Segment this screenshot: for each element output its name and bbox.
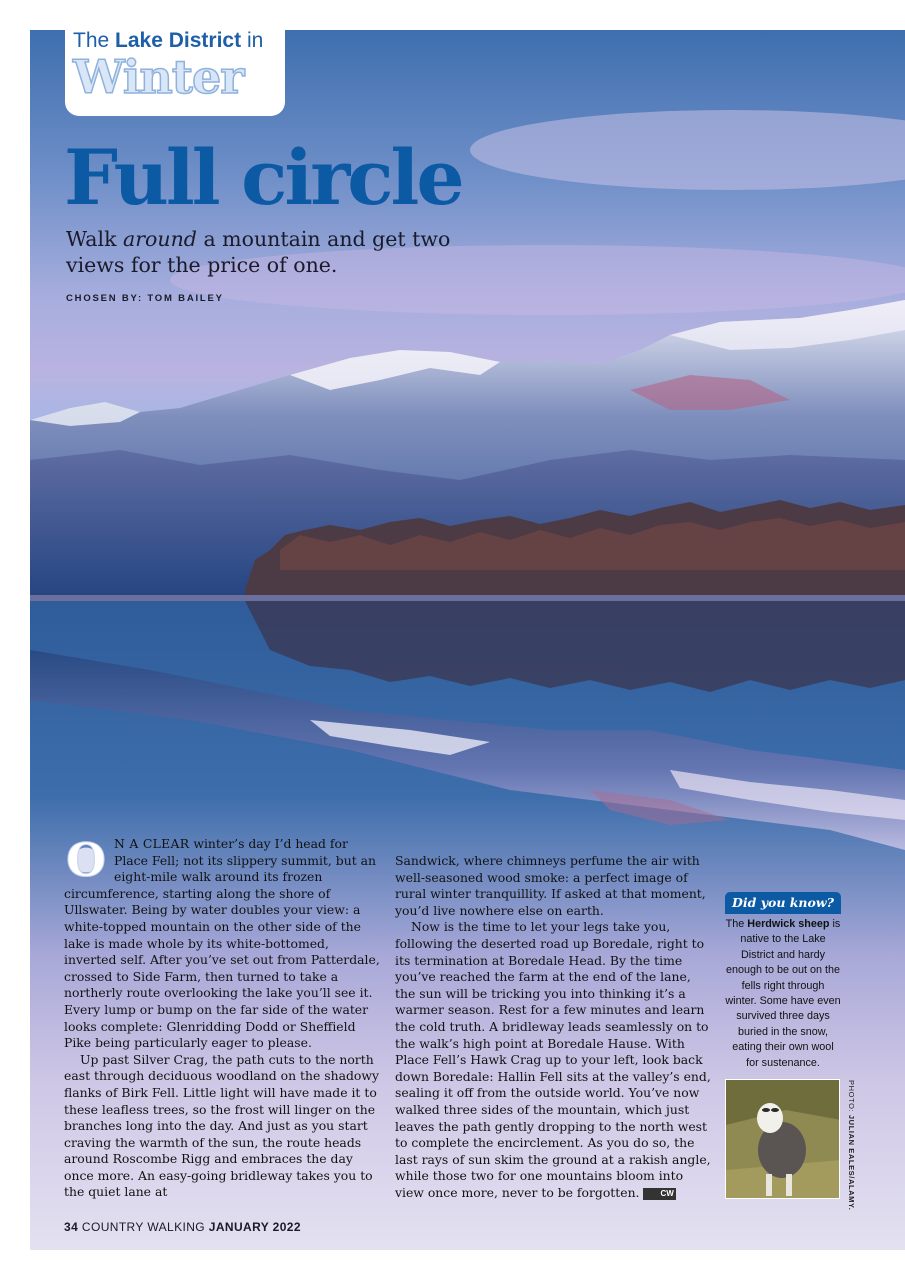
badge-suffix: in xyxy=(246,30,264,52)
issue-date: JANUARY 2022 xyxy=(208,1220,301,1234)
did-you-know-text xyxy=(725,914,841,1071)
article-byline: CHOSEN BY: TOM BAILEY xyxy=(66,293,224,304)
standfirst-part2: a mountain and get two views for the price of one. xyxy=(66,227,451,277)
magazine-name: COUNTRY WALKING xyxy=(81,1220,206,1234)
article-column-1 xyxy=(64,833,382,1201)
did-you-know-title: Did you know? xyxy=(725,892,841,914)
badge-place: Lake District xyxy=(115,30,242,52)
article-paragraph xyxy=(395,919,711,1201)
section-badge-title xyxy=(73,30,285,52)
paragraph-text: winter’s day I’d head for Place Fell; not its slippery summit, but an eight-mile walk around its frozen circumference, starting along the shore of Ullswater. Being by water doubles your view: a white-topped mountain on the other side of the lake is made whole by its white-bottomed, inverted self. After you’ve set out from Patterdale, crossed to Side Farm, then turned to take a northerly route overlooking the lake you’ll see it. Every lump or bump on the far side of the water looks complete: Glenridding Dodd or Sheffield Pike being particularly eager to please. xyxy=(64,836,380,1051)
page-spread xyxy=(30,30,905,1250)
standfirst-emphasis: around xyxy=(123,227,197,251)
page-number: 34 xyxy=(64,1220,79,1234)
end-mark: CW xyxy=(643,1188,676,1200)
dyk-body: is native to the Lake District and hardy enough to be out on the fells right through winter. Some have even survived three days buried in the snow, eating their own wool for sustenance. xyxy=(725,918,841,1069)
article-paragraph xyxy=(64,833,382,1052)
herdwick-sheep-photo xyxy=(725,1079,840,1199)
article-headline: Full circle xyxy=(64,133,462,222)
photo-credit xyxy=(842,1080,856,1210)
paragraph-text: Now is the time to let your legs take you, following the deserted road up Boredale, right to its termination at Boredale Head. By the time you’ve reached the farm at the end of the lane, the sun will be tricking you into thinking it’s a warmer season. Rest for a few minutes and learn the cold truth. A bridleway leads seamlessly on to the walk’s high point at Boredale Hause. With Place Fell’s Hawk Crag up to your left, look back down Boredale: Hallin Fell sits at the valley’s end, sealing it off from the outside world. You’ve now walked three sides of the mountain, which just leaves the path gently dropping to the north west to complete the encirclement. As you do so, the last rays of sun skim the ground at a rakish angle, while those two for one mountains bloom into view once more, never to be forgotten. xyxy=(395,919,711,1200)
badge-prefix: The xyxy=(73,30,110,52)
article-paragraph: Sandwick, where chimneys perfume the air with well-seasoned wood smoke: a perfect image of rural winter tranquillity. If asked at that moment, you’d live nowhere else on earth. xyxy=(395,853,706,918)
article-column-2 xyxy=(395,853,711,1201)
lead-in-caps: N A CLEAR xyxy=(114,836,190,851)
article-standfirst xyxy=(66,226,496,278)
section-badge xyxy=(65,30,285,116)
page-folio xyxy=(64,1220,301,1234)
article-paragraph: Up past Silver Crag, the path cuts to the north east through deciduous woodland on the shadowy flanks of Birk Fell. Little light will have made it to these leafless trees, so the frost will linger on the branches long into the day. And just as you start craving the warmth of the sun, the route heads around Roscombe Rigg and embraces the day once more. An easy-going bridleway takes you to the quiet lane at xyxy=(64,1051,379,1200)
badge-season: Winter xyxy=(73,50,244,104)
dyk-pre: The xyxy=(725,918,748,930)
standfirst-part1: Walk xyxy=(66,227,124,251)
drop-cap: O xyxy=(65,833,107,887)
dyk-bold: Herdwick sheep xyxy=(747,918,830,930)
photo-credit-label: PHOTO: xyxy=(847,1080,856,1115)
photo-credit-name: JULIAN EALES/ALAMY. xyxy=(847,1114,856,1211)
